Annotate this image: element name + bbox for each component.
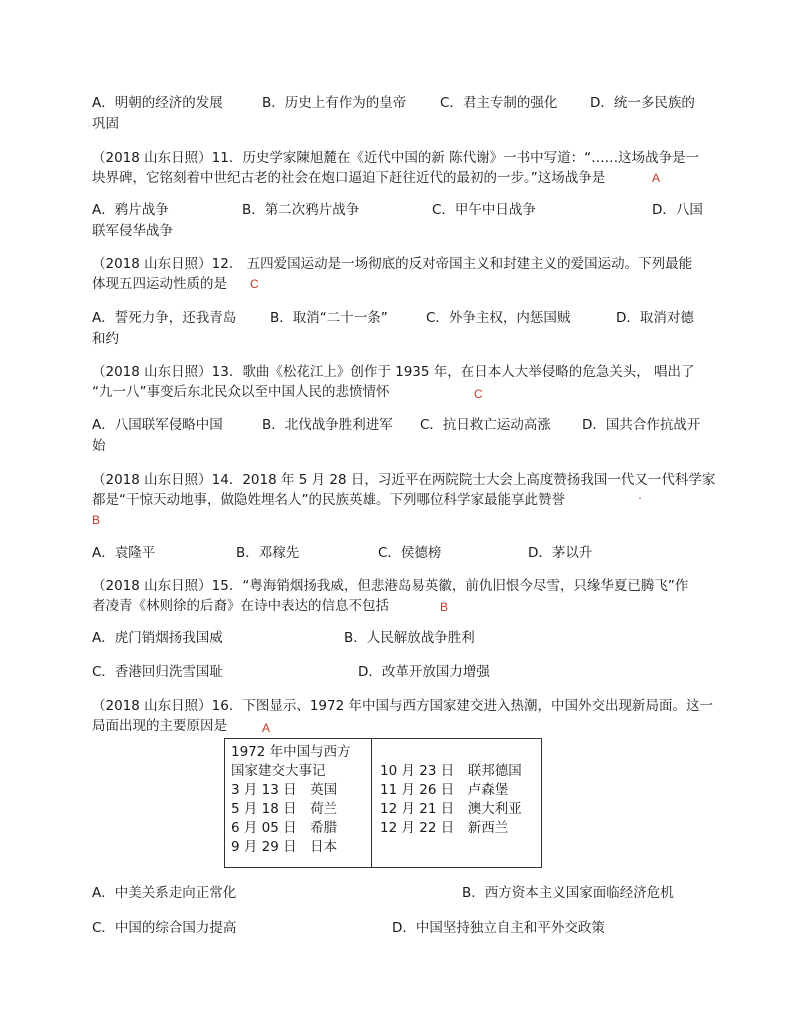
q15-option-b: B．人民解放战争胜利 — [344, 630, 475, 646]
q10-option-b: B．历史上有作为的皇帝 — [262, 95, 407, 111]
q16-option-c: C．中国的综合国力提高 — [92, 920, 237, 936]
table-title-line2: 国家建交大事记 — [231, 763, 326, 779]
q12-option-d: D．取消对德 — [616, 310, 694, 326]
q12-answer: C — [250, 277, 259, 291]
q14-option-c: C．侯德榜 — [378, 545, 442, 561]
q10-option-c: C．君主专制的强化 — [440, 95, 558, 111]
q12-option-a: A．誓死力争，还我青岛 — [92, 310, 237, 326]
q15-stem-line2: 者凌青《林则徐的后裔》在诗中表达的信息不包括 — [92, 598, 389, 614]
q13-option-d-cont: 始 — [92, 438, 106, 454]
q15-option-a: A．虎门销烟扬我国威 — [92, 630, 223, 646]
stray-dot — [639, 497, 641, 499]
q12-stem-line1: （2018 山东日照）12． 五四爱国运动是一场彻底的反对帝国主义和封建主义的爱国运动。下列最能 — [92, 256, 693, 272]
q15-option-d: D．改革开放国力增强 — [358, 664, 490, 680]
event-row: 10 月 23 日 联邦德国 — [380, 763, 522, 779]
q12-option-b: B．取消“二十一条” — [270, 310, 388, 326]
q13-option-d: D．国共合作抗战开 — [582, 417, 701, 433]
q10-option-d-cont: 巩固 — [92, 116, 119, 132]
q13-option-c: C．抗日救亡运动高涨 — [420, 417, 551, 433]
events-table-left-cell — [225, 739, 372, 868]
event-row: 3 月 13 日 英国 — [231, 782, 338, 798]
q13-stem-line2: “九一八”事变后东北民众以至中国人民的悲愤情怀 — [92, 384, 390, 400]
event-row: 11 月 26 日 卢森堡 — [380, 782, 509, 798]
q16-stem-line2: 局面出现的主要原因是 — [92, 718, 227, 734]
table-title-line1: 1972 年中国与西方 — [231, 744, 351, 760]
events-table-right-cell — [372, 739, 542, 868]
q13-stem-line1: （2018 山东日照）13．歌曲《松花江上》创作于 1935 年，在日本人大举侵略的危急关头， 唱出了 — [92, 364, 695, 380]
q16-stem-line1: （2018 山东日照）16．下图显示、1972 年中国与西方国家建交进入热潮，中国外交出现新局面。这一 — [92, 698, 713, 714]
event-row: 5 月 18 日 荷兰 — [231, 801, 338, 817]
q11-option-d-cont: 联军侵华战争 — [92, 223, 173, 239]
q13-option-b: B．北伐战争胜利进军 — [262, 417, 393, 433]
q15-option-c: C．香港回归洗雪国耻 — [92, 664, 223, 680]
q16-option-b: B．西方资本主义国家面临经济危机 — [462, 885, 674, 901]
q14-stem-line1: （2018 山东日照）14．2018 年 5 月 28 日，习近平在两院院士大会上高度赞扬我国一代又一代科学家 — [92, 472, 716, 488]
q16-option-d: D．中国坚持独立自主和平外交政策 — [392, 920, 605, 936]
q10-option-a: A．明朝的经济的发展 — [92, 95, 223, 111]
q14-option-b: B．邓稼先 — [236, 545, 300, 561]
q11-answer: A — [652, 171, 661, 185]
q11-stem-line1: （2018 山东日照）11．历史学家陳旭麓在《近代中国的新 陈代谢》一书中写道：“……这场战争是一 — [92, 150, 700, 166]
q11-option-b: B．第二次鸦片战争 — [242, 202, 360, 218]
q11-option-d: D．八国 — [652, 202, 703, 218]
q11-stem-text: 块界碑，它铭刻着中世纪古老的社会在炮口逼迫下赶往近代的最初的一步。”这场战争是 — [92, 170, 606, 186]
q12-option-d-cont: 和约 — [92, 331, 119, 347]
event-row: 12 月 22 日 新西兰 — [380, 820, 509, 836]
event-row: 6 月 05 日 希腊 — [231, 820, 338, 836]
q14-option-d: D．茅以升 — [528, 545, 593, 561]
event-row: 9 月 29 日 日本 — [231, 839, 338, 855]
q16-option-a: A．中美关系走向正常化 — [92, 885, 237, 901]
q16-answer: A — [262, 721, 271, 735]
q13-option-a: A．八国联军侵略中国 — [92, 417, 223, 433]
q12-option-c: C．外争主权，内惩国贼 — [426, 310, 571, 326]
event-row: 12 月 21 日 澳大利亚 — [380, 801, 522, 817]
q12-stem-line2: 体现五四运动性质的是 — [92, 276, 227, 292]
q10-option-d: D．统一多民族的 — [590, 95, 695, 111]
q13-answer: C — [474, 387, 483, 401]
q15-answer: B — [440, 600, 449, 614]
q15-stem-line1: （2018 山东日照）15．“粤海销烟扬我威，但悲港岛易英徽，前仇旧恨今尽雪，只缘华夏已腾飞”作 — [92, 578, 689, 594]
q11-option-a: A．鸦片战争 — [92, 202, 169, 218]
q11-stem-line2 — [92, 168, 605, 188]
q11-option-c: C．甲午中日战争 — [432, 202, 536, 218]
q14-stem-line2: 都是“干惊天动地事，做隐姓埋名人”的民族英雄。下列哪位科学家最能享此赞誉 — [92, 492, 565, 508]
q14-option-a: A．袁隆平 — [92, 545, 156, 561]
q14-answer: B — [92, 513, 101, 527]
diplomacy-events-table — [224, 738, 542, 868]
